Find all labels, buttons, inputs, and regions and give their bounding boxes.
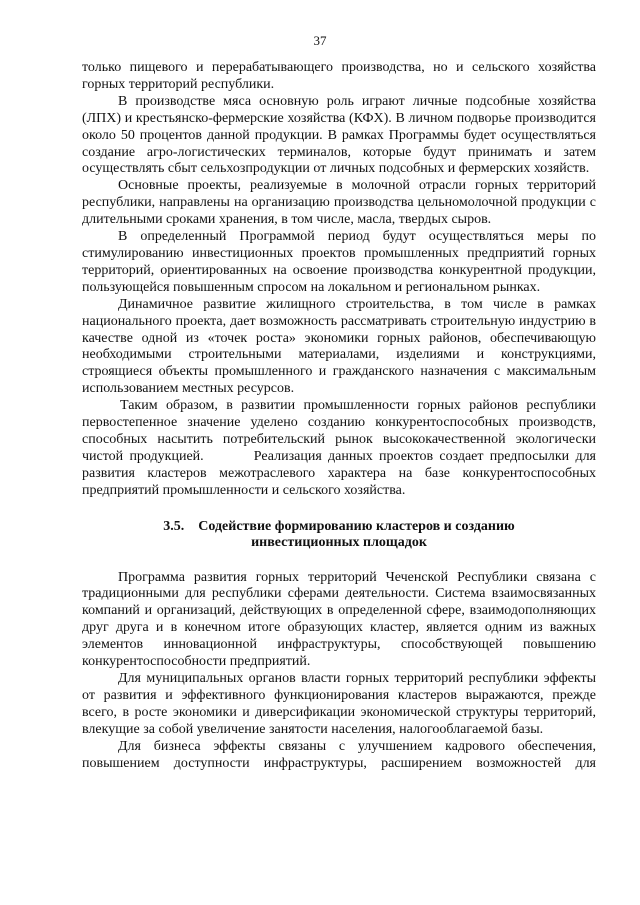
paragraph: Для муниципальных органов власти горных территорий республики эффекты от развития и эффективного функционирования кластеров выражаются, прежде всего, в росте экономики и диверсификации экономической структуры территорий, влекущие за собой увеличение занятости населения, налогооблагаемой базы. bbox=[82, 671, 596, 737]
paragraph: В определенный Программой период будут осуществляться меры по стимулированию инвестиционных проектов промышленных предприятий горных территорий, ориентированных на освоение производства конкурентной продукции, пользующейся повышенным спросом на локальном и региональном рынках. bbox=[82, 229, 596, 295]
document-body bbox=[82, 60, 600, 772]
section-title-part-1: Содействие формированию кластеров и созданию bbox=[198, 518, 515, 534]
section-title-part-2: инвестиционных площадок bbox=[251, 535, 427, 551]
section-heading bbox=[82, 519, 596, 552]
paragraph: Основные проекты, реализуемые в молочной отрасли горных территорий республики, направлены на организацию производства цельномолочной продукции с длительными сроками хранения, в том числе, масла, твердых сыров. bbox=[82, 178, 596, 228]
page-number: 37 bbox=[313, 33, 327, 48]
paragraph: Динамичное развитие жилищного строительства, в том числе в рамках национального проекта, дает возможность рассматривать строительную индустрию в качестве одной из «точек роста» экономики горных районов, обеспечивающую необходимыми строительными материалами, изделиями и конструкциями, строящиеся объекты промышленного и гражданского назначения с максимальным использованием местных ресурсов. bbox=[82, 296, 596, 397]
paragraph: В производстве мяса основную роль играют личные подсобные хозяйства (ЛПХ) и крестьянско-фермерские хозяйства (КФХ). В личном подворье производится около 50 процентов данной продукции. В рамках Программы будет осуществляться создание агро-логистических терминалов, которые будут принимать и затем осуществлять сбыт сельхозпродукции от личных подсобных и фермерских хозяйств. bbox=[82, 93, 596, 177]
paragraph: Таким образом, в развитии промышленности горных районов республики первостепенное значение уделено созданию конкурентоспособных производств, способных насытить потребительский рынок высококачественной экологически чистой продукцией. Реализация данных проектов создает предпосылки для развития кластеров межотраслевого характера на базе конкурентоспособных предприятий промышленности и сельского хозяйства. bbox=[82, 398, 600, 498]
paragraph: Для бизнеса эффекты связаны с улучшением кадрового обеспечения, повышением доступности инфраструктуры, расширением возможностей для bbox=[82, 738, 596, 771]
paragraph: Программа развития горных территорий Чеченской Республики связана с традиционными для республики сферами деятельности. Система взаимосвязанных компаний и организаций, действующих в определенной сфере, взаимодополняющих друг друга и в конечном итоге образующих кластер, является одним из важных элементов инновационной инфраструктуры, способствующей повышению конкурентоспособности предприятий. bbox=[82, 569, 596, 670]
section-heading-line-1 bbox=[82, 519, 596, 536]
paragraph: только пищевого и перерабатывающего производства, но и сельского хозяйства горных территорий республики. bbox=[82, 60, 596, 92]
section-number: 3.5. bbox=[163, 518, 185, 534]
